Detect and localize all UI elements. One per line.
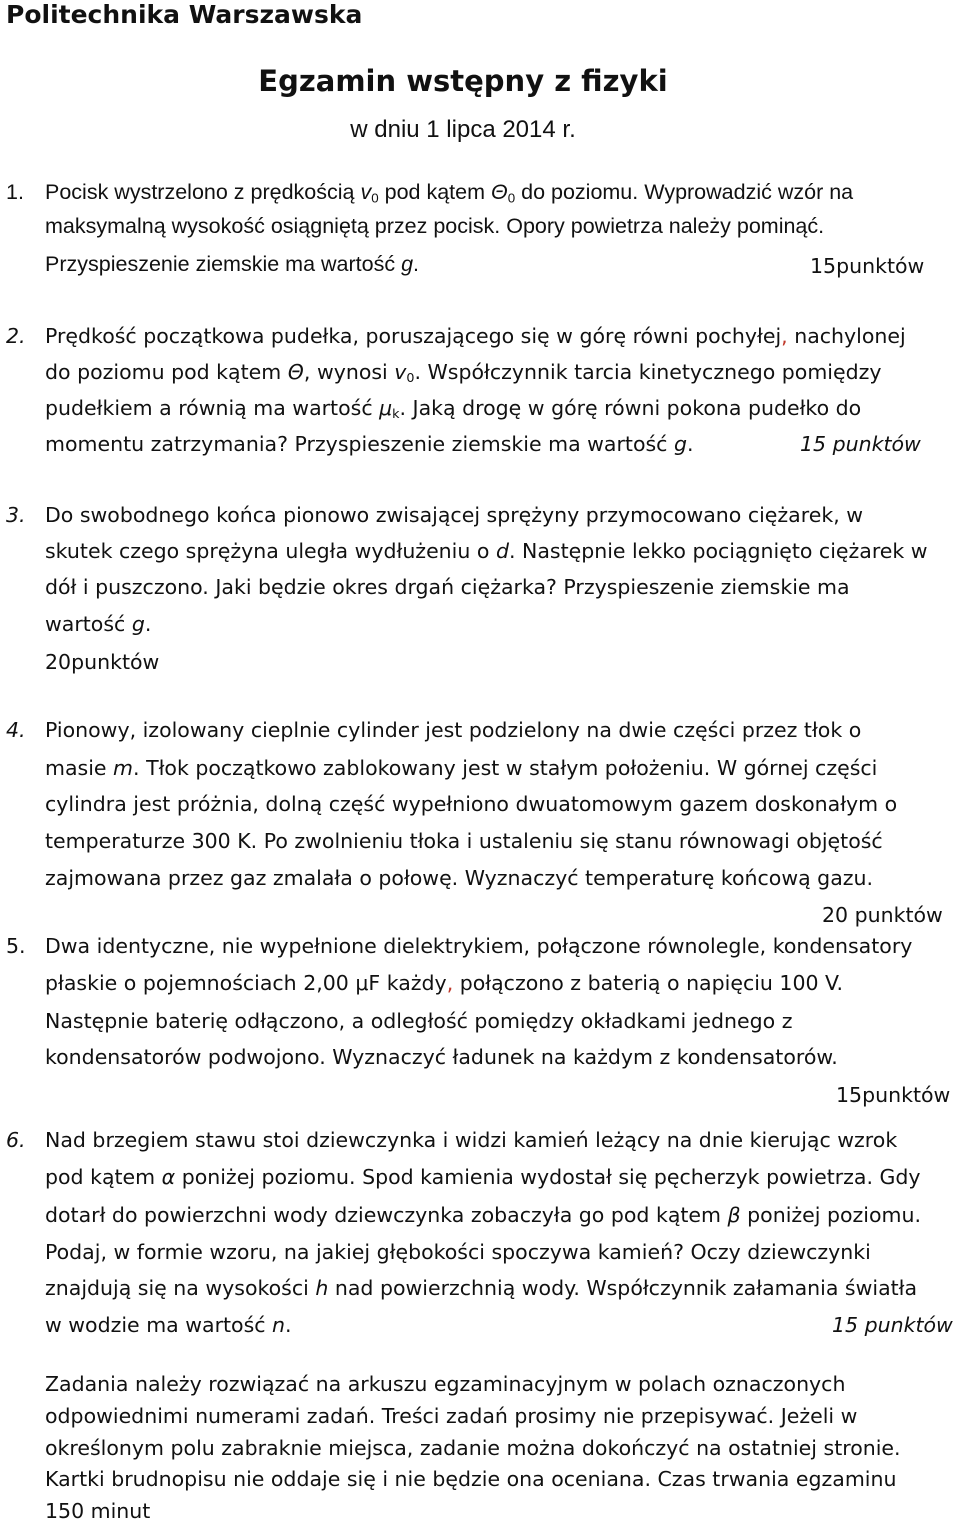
problem-line: Do swobodnego końca pionowo zwisającej sprężyny przymocowano ciężarek, w <box>45 503 863 527</box>
instruction-line: odpowiednimi numerami zadań. Treści zadań prosimy nie przepisywać. Jeżeli w <box>45 1404 858 1428</box>
problem-number: 6. <box>6 1128 26 1152</box>
problem-line: znajdują się na wysokości h nad powierzchnią wody. Współczynnik załamania światła <box>45 1276 918 1300</box>
problem-line: cylindra jest próżnia, dolną część wypełniono dwuatomowym gazem doskonałym o <box>45 792 898 816</box>
problem-number: 5. <box>6 934 26 958</box>
problem-line: kondensatorów podwojono. Wyznaczyć ładunek na każdym z kondensatorów. <box>45 1045 838 1069</box>
exam-date: w dniu 1 lipca 2014 r. <box>350 116 576 143</box>
problem-line: Przyspieszenie ziemskie ma wartość g. <box>45 252 420 276</box>
problem-line: Pionowy, izolowany cieplnie cylinder jest podzielony na dwie części przez tłok o <box>45 718 862 742</box>
points-label: 15punktów <box>836 1083 951 1107</box>
problem-line: dotarł do powierzchni wody dziewczynka zobaczyła go pod kątem β poniżej poziomu. <box>45 1203 922 1227</box>
problem-line: Nad brzegiem stawu stoi dziewczynka i widzi kamień leżący na dnie kierując wzrok <box>45 1128 898 1152</box>
problem-line: płaskie o pojemnościach 2,00 μF każdy, połączono z baterią o napięciu 100 V. <box>45 971 843 995</box>
points-label: 15 punktów <box>800 432 921 456</box>
problem-line: pudełkiem a równią ma wartość $\mu_k$. Jaką drogę w górę równi pokona pudełko do <box>45 396 862 422</box>
problem-line: Następnie baterię odłączono, a odległość pomiędzy okładkami jednego z <box>45 1009 793 1033</box>
instruction-line: 150 minut <box>45 1499 151 1523</box>
problem-number: 3. <box>6 503 26 527</box>
problem-line: wartość g. <box>45 612 152 636</box>
points-label: 20punktów <box>45 650 160 674</box>
problem-line: Dwa identyczne, nie wypełnione dielektrykiem, połączone równolegle, kondensatory <box>45 934 913 958</box>
problem-line: Prędkość początkowa pudełka, poruszającego się w górę równi pochyłej, nachylonej <box>45 324 906 348</box>
problem-line: do poziomu pod kątem Θ, wynosi $v_0$. Współczynnik tarcia kinetycznego pomiędzy <box>45 360 882 386</box>
instruction-line: Kartki brudnopisu nie oddaje się i nie będzie ona oceniana. Czas trwania egzaminu <box>45 1467 897 1491</box>
university-name: Politechnika Warszawska <box>6 0 363 29</box>
problem-number: 4. <box>6 718 26 742</box>
instruction-line: Zadania należy rozwiązać na arkuszu egzaminacyjnym w polach oznaczonych <box>45 1372 846 1396</box>
problem-line: Podaj, w formie wzoru, na jakiej głębokości spoczywa kamień? Oczy dziewczynki <box>45 1240 871 1264</box>
exam-title: Egzamin wstępny z fizyki <box>258 64 668 98</box>
points-label: 20 punktów <box>822 903 943 927</box>
problem-number: 1. <box>6 180 24 204</box>
problem-line: dół i puszczono. Jaki będzie okres drgań ciężarka? Przyspieszenie ziemskie ma <box>45 575 850 599</box>
problem-line: Pocisk wystrzelono z prędkością $v_0$ pod kątem $\Theta_0$ do poziomu. Wyprowadzić wzór na <box>45 180 854 206</box>
problem-line: temperaturze 300 K. Po zwolnieniu tłoka i ustaleniu się stanu równowagi objętość <box>45 829 883 853</box>
points-label: 15punktów <box>810 254 925 278</box>
problem-line: masie m. Tłok początkowo zablokowany jest w stałym położeniu. W górnej części <box>45 756 878 780</box>
points-label: 15 punktów <box>832 1313 953 1337</box>
problem-line: zajmowana przez gaz zmalała o połowę. Wyznaczyć temperaturę końcową gazu. <box>45 866 874 890</box>
problem-line: w wodzie ma wartość n. <box>45 1313 292 1337</box>
problem-number: 2. <box>6 324 26 348</box>
problem-line: pod kątem α poniżej poziomu. Spod kamienia wydostał się pęcherzyk powietrza. Gdy <box>45 1165 921 1189</box>
problem-line: maksymalną wysokość osiągniętą przez pocisk. Opory powietrza należy pominąć. <box>45 214 825 238</box>
problem-line: momentu zatrzymania? Przyspieszenie ziemskie ma wartość g. <box>45 432 694 456</box>
problem-line: skutek czego sprężyna uległa wydłużeniu o d. Następnie lekko pociągnięto ciężarek w <box>45 539 928 563</box>
instruction-line: określonym polu zabraknie miejsca, zadanie można dokończyć na ostatniej stronie. <box>45 1436 901 1460</box>
